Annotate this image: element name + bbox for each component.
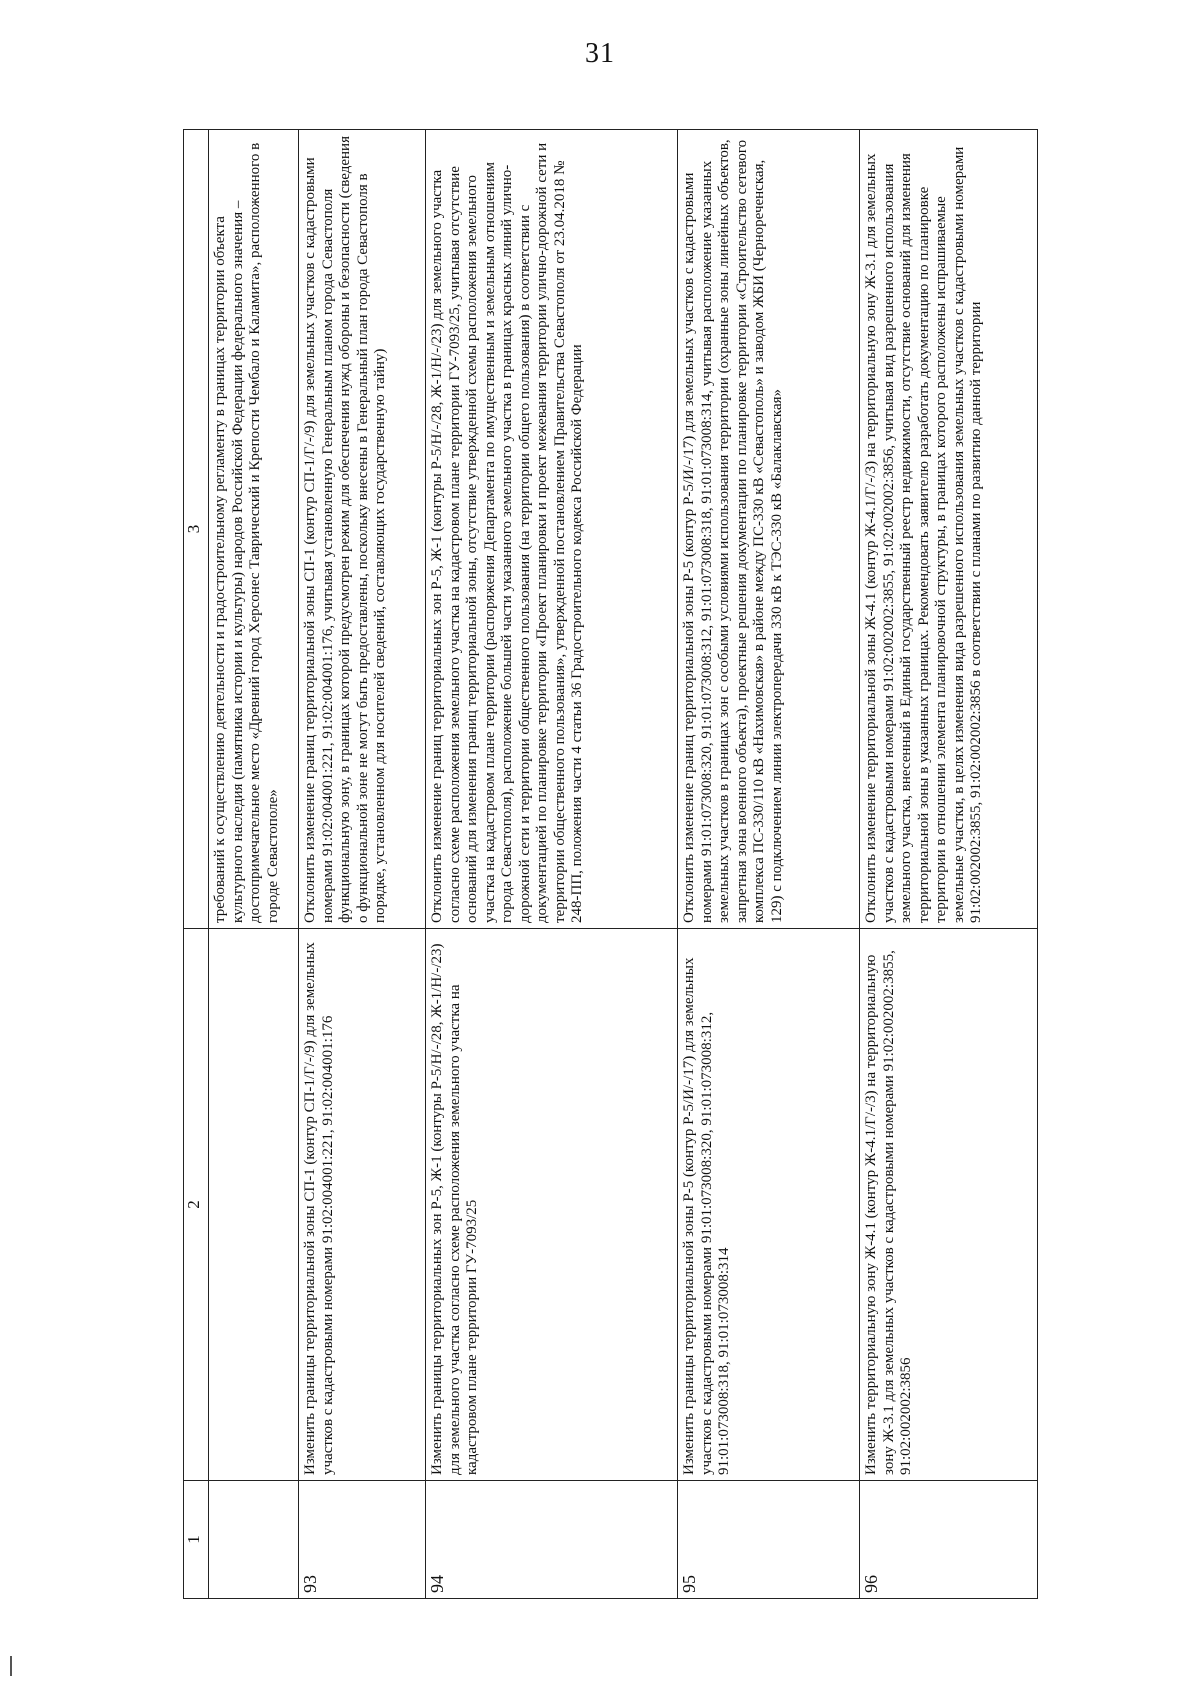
row-number: 93 bbox=[299, 1481, 426, 1599]
header-col-1: 1 bbox=[184, 1481, 209, 1599]
proposal-cell: Изменить границы территориальной зоны Р-5 (контур Р-5/И/-/17) для земельных участков с кадастровыми номерами 91:01:073008:320, 91:01:073008:312, 91:01:073008:318, 91:01:073008:314 bbox=[678, 929, 860, 1481]
proposal-cell bbox=[209, 929, 299, 1481]
table-row bbox=[860, 130, 1038, 1599]
proposal-cell: Изменить территориальную зону Ж-4.1 (контур Ж-4.1/Г/-/3) на территориальную зону Ж-3.1 для земельных участков с кадастровыми номерами 91:02:002002:3855, 91:02:002002:3856 bbox=[860, 929, 1038, 1481]
scan-artifact bbox=[10, 1656, 12, 1676]
proposal-cell: Изменить границы территориальных зон Р-5, Ж-1 (контуры Р-5/Н/-/28, Ж-1/Н/-/23) для земельного участка согласно схеме расположения земельного участка на кадастровом плане территории ГУ-7093/25 bbox=[426, 929, 678, 1481]
row-number bbox=[209, 1481, 299, 1599]
decision-cell: Отклонить изменение границ территориальной зоны Р-5 (контур Р-5/И/-/17) для земельных участков с кадастровыми номерами 91:01:073008:320, 91:01:073008:312, 91:01:073008:318, 91:01:073008:314, учитывая расположение указанных земельных участков в границах зон с особыми условиями использования территории (охранные зоны линейных объектов, запретная зона военного объекта), проектные решения документации по планировке территории «Строительство сетевого комплекса ПС-330/110 кВ «Нахимовская» в районе между ПС-330 кВ «Севастополь» и заводом ЖБИ (Чернореченская, 129) с подключением линии электропередачи 330 кВ к ТЭС-330 кВ «Балаклавская» bbox=[678, 130, 860, 929]
header-col-3: 3 bbox=[184, 130, 209, 929]
row-number: 96 bbox=[860, 1481, 1038, 1599]
decision-cell: Отклонить изменение границ территориальной зоны СП-1 (контур СП-1/Г/-/9) для земельных участков с кадастровыми номерами 91:02:004001:221, 91:02:004001:176, учитывая установленную Генеральным планом города Севастополя функциональную зону, в границах которой предусмотрен режим для обеспечения нужд обороны и безопасности (сведения о функциональной зоне не могут быть предоставлены, поскольку внесены в Генеральный план города Севастополя в порядке, установленном для носителей сведений, составляющих государственную тайну) bbox=[299, 130, 426, 929]
decision-cell: Отклонить изменение границ территориальных зон Р-5, Ж-1 (контуры Р-5/Н/-/28, Ж-1/Н/-/23) для земельного участка согласно схеме расположения земельного участка на кадастровом плане территории ГУ-7093/25, учитывая отсутствие оснований для изменения границ территориальной зоны, отсутствие утвержденной схемы расположения земельного участка на кадастровом плане территории (распоряжения Департамента по имущественным и земельным отношениям города Севастополя), расположение большей части указанного земельного участка в границах красных линий улично-дорожной сети и территории общественного пользования (на территории общего пользования) в соответствии с документацией по планировке территории «Проект планировки и проект межевания территории улично-дорожной сети и территории общественного пользования», утвержденной постановлением Правительства Севастополя от 23.04.2018 № 248-ПП, положения части 4 статьи 36 Градостроительного кодекса Российской Федерации bbox=[426, 130, 678, 929]
rotated-table-container bbox=[183, 130, 1038, 1599]
row-number: 95 bbox=[678, 1481, 860, 1599]
table-row bbox=[678, 130, 860, 1599]
proposal-cell: Изменить границы территориальной зоны СП-1 (контур СП-1/Г/-/9) для земельных участков с кадастровыми номерами 91:02:004001:221, 91:02:004001:176 bbox=[299, 929, 426, 1481]
decision-cell: Отклонить изменение территориальной зоны Ж-4.1 (контур Ж-4.1/Г/-/3) на территориальную зону Ж-3.1 для земельных участков с кадастровыми номерами 91:02:002002:3855, 91:02:002002:3856, учитывая вид разрешенного использования земельного участка, внесенный в Единый государственный реестр недвижимости, отсутствие оснований для изменения территориальной зоны в указанных границах. Рекомендовать заявителю разработать документацию по планировке территории в отношении элемента планировочной структуры, в границах которого расположены испрашиваемые земельные участки, в целях изменения вида разрешенного использования земельных участков с кадастровыми номерами 91:02:002002:3855, 91:02:002002:3856 в соответствии с планами по развитию данной территории bbox=[860, 130, 1038, 929]
page-number: 31 bbox=[585, 38, 615, 69]
proposals-table bbox=[183, 129, 1038, 1599]
header-col-2: 2 bbox=[184, 929, 209, 1481]
row-number: 94 bbox=[426, 1481, 678, 1599]
table-row bbox=[209, 130, 299, 1599]
decision-cell: требований к осуществлению деятельности и градостроительному регламенту в границах территории объекта культурного наследия (памятника истории и культуры) народов Российской Федерации федерального значения – достопримечательное место «Древний город Херсонес Таврический и Крепости Чембало и Каламита», расположенного в городе Севастополе» bbox=[209, 130, 299, 929]
table-row bbox=[426, 130, 678, 1599]
table-header-row bbox=[184, 130, 209, 1599]
table-row bbox=[299, 130, 426, 1599]
